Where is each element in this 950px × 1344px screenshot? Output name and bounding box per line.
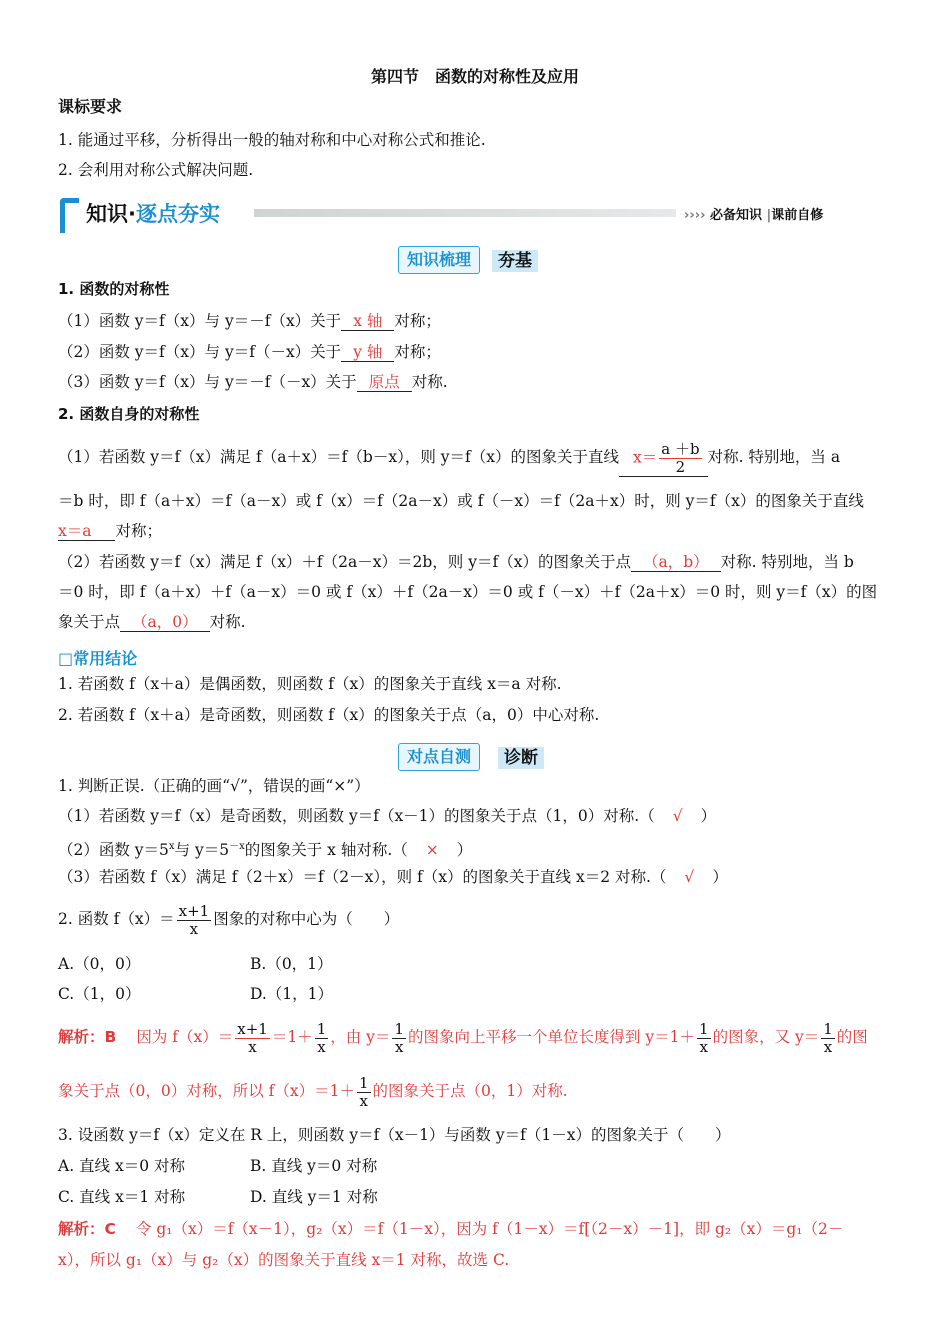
rule-line: （2）函数 y＝f（x）与 y＝f（－x）关于 y 轴 对称； — [58, 343, 441, 361]
answer-mark: √ — [672, 807, 683, 825]
answer-mark: √ — [684, 868, 695, 886]
banner-divider — [254, 209, 676, 217]
answer-blank: 原点 — [357, 373, 412, 392]
tag-knowledge: 知识梳理 — [398, 246, 480, 274]
answer-blank: x 轴 — [341, 312, 394, 331]
question-stem: 2. 函数 f（x）＝ $\frac{x+1}{x}$ 图象的对称中心为（ ） — [58, 901, 400, 938]
judge-item: （1）若函数 y＝f（x）是奇函数，则函数 y＝f（x－1）的图象关于点（1，0）对称.（ √ ） — [58, 807, 717, 825]
fraction: $\frac{1}{x}$ — [699, 1019, 709, 1056]
question-stem: 1. 判断正误.（正确的画“√”，错误的画“×”） — [58, 777, 370, 795]
banner-dot: · — [128, 202, 136, 226]
option-d: D.（1，1） — [250, 985, 334, 1003]
rule-line: （3）函数 y＝f（x）与 y＝－f（－x）关于 原点 对称. — [58, 373, 448, 391]
fraction: $\frac{a +b}{2}$ — [661, 439, 700, 476]
rule-line: （2）若函数 y＝f（x）满足 f（x）＋f（2a－x）＝2b，则 y＝f（x）的图象关于点 （a，b） 对称. 特别地，当 b — [58, 553, 854, 571]
fraction: $\frac{1}{x}$ — [316, 1019, 327, 1056]
banner-right-a: 必备知识 — [709, 208, 762, 223]
fraction: $\frac{1}{x}$ — [359, 1073, 369, 1110]
requirement-item: 2. 会利用对称公式解决问题. — [58, 161, 254, 179]
option-b: B.（0，1） — [250, 955, 333, 973]
rule-line: ＝0 时，即 f（a＋x）＋f（a－x）＝0 或 f（x）＋f（2a－x）＝0 或 f（－x）＋f（2a＋x）＝0 时，则 y＝f（x）的图 — [58, 583, 878, 601]
banner-title-a: 知识 — [86, 202, 128, 226]
section-heading: 2. 函数自身的对称性 — [58, 405, 200, 423]
section-heading: 1. 函数的对称性 — [58, 280, 170, 298]
answer-mark: × — [425, 841, 439, 860]
rule-line: ＝b 时，即 f（a＋x）＝f（a－x）或 f（x）＝f（2a－x）或 f（－x）＝f（2a＋x）时，则 y＝f（x）的图象关于直线 — [58, 492, 864, 510]
conclusion-item: 2. 若函数 f（x＋a）是奇函数，则函数 f（x）的图象关于点（a，0）中心对称. — [58, 706, 600, 724]
rule-line: 象关于点 （a，0） 对称. — [58, 613, 246, 631]
solution-label: 解析：C — [58, 1220, 116, 1238]
answer-blank: x＝a — [58, 522, 115, 541]
answer-blank: （a，0） — [120, 613, 210, 632]
tag-self-test: 对点自测 — [398, 743, 480, 771]
requirement-item: 1. 能通过平移，分析得出一般的轴对称和中心对称公式和推论. — [58, 131, 486, 149]
option-c: C. 直线 x＝1 对称 — [58, 1188, 186, 1206]
answer-blank: （a，b） — [631, 553, 721, 572]
option-b: B. 直线 y＝0 对称 — [250, 1157, 378, 1175]
judge-item: （3）若函数 f（x）满足 f（2＋x）＝f（2－x），则 f（x）的图象关于直线 x＝2 对称.（ √ ） — [58, 868, 728, 886]
solution: 解析：B 因为 f（x）＝ $\frac{x+1}{x}$ ＝1＋ $\frac{1}{x}$ ，由 y＝ $\frac{1}{x}$ 的图象向上平移一个单位长度得到 y＝1＋ $\frac{1}{x}$ 的图象，又 y＝ $\frac{1}{x}$ 的图 — [58, 1019, 868, 1056]
judge-item: （2）函数 $y=5^x$与 $y=5^{-x}$的图象关于 x 轴对称.（ × ） — [58, 841, 473, 860]
chevrons-icon: ›››› — [684, 208, 706, 223]
conclusion-item: 1. 若函数 f（x＋a）是偶函数，则函数 f（x）的图象关于直线 x＝a 对称. — [58, 675, 562, 693]
requirements-heading: 课标要求 — [58, 97, 123, 116]
tag-tail: 夯基 — [492, 250, 538, 272]
fraction: $\frac{1}{x}$ — [394, 1019, 404, 1056]
solution: 象关于点（0，0）对称，所以 f（x）＝1＋ $\frac{1}{x}$ 的图象关于点（0，1）对称. — [58, 1073, 568, 1110]
page-title: 第四节 函数的对称性及应用 — [370, 67, 579, 86]
option-d: D. 直线 y＝1 对称 — [250, 1188, 378, 1206]
question-stem: 3. 设函数 y＝f（x）定义在 R 上，则函数 y＝f（x－1）与函数 y＝f（1－x）的图象关于（ ） — [58, 1126, 731, 1144]
option-a: A. 直线 x＝0 对称 — [58, 1157, 186, 1175]
banner-separator: | — [766, 208, 772, 223]
fraction: $\frac{x+1}{x}$ — [237, 1019, 268, 1056]
fraction: $\frac{x+1}{x}$ — [178, 901, 210, 938]
answer-blank: y 轴 — [341, 343, 394, 362]
solution: 解析：C 令 g₁（x）＝f（x－1），g₂（x）＝f（1－x），因为 f（1－x）＝f[（2－x）－1]，即 g₂（x）＝g₁（2－ — [58, 1220, 844, 1238]
rule-line: （1）函数 y＝f（x）与 y＝－f（x）关于 x 轴 对称； — [58, 312, 441, 330]
solution-label: 解析：B — [58, 1028, 117, 1046]
fraction: $\frac{1}{x}$ — [823, 1019, 833, 1056]
rule-paragraph: （1）若函数 y＝f（x）满足 f（a＋x）＝f（b－x），则 y＝f（x）的图象关于直线 x＝ $\frac{a +b}{2}$ 对称. 特别地，当 a — [58, 439, 841, 476]
banner-corner-icon — [60, 198, 79, 233]
tag-tail: 诊断 — [498, 747, 544, 769]
option-c: C.（1，0） — [58, 985, 141, 1003]
banner-right-b: 课前自修 — [771, 208, 824, 223]
rule-line: x＝a 对称； — [58, 522, 162, 540]
banner-title-b: 逐点夯实 — [135, 202, 220, 226]
conclusion-heading: □常用结论 — [58, 649, 138, 668]
solution: x），所以 g₁（x）与 g₂（x）的图象关于直线 x＝1 对称，故选 C. — [58, 1251, 510, 1269]
option-a: A.（0，0） — [58, 955, 141, 973]
